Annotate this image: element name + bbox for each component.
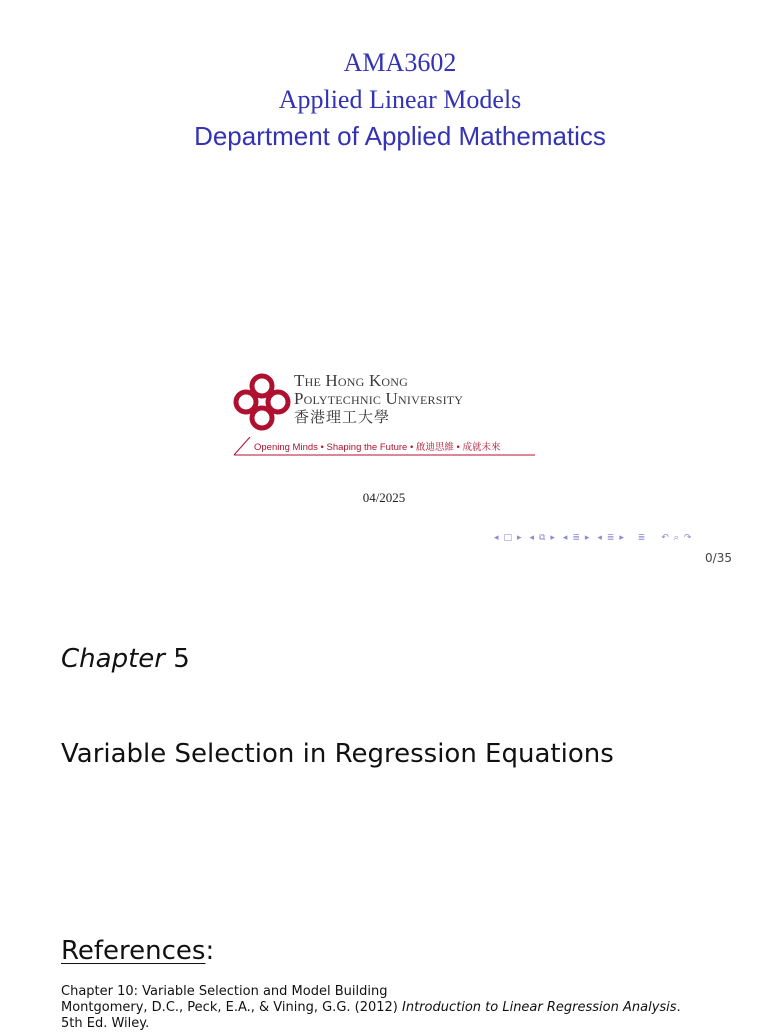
prev-section-icon[interactable]: ◂ — [562, 533, 568, 543]
subsection-icon[interactable]: ⧉ — [538, 533, 546, 543]
reference-list — [61, 984, 681, 1032]
prev-frame-icon[interactable]: ◂ — [494, 533, 499, 543]
university-name-line1: The Hong Kong — [294, 371, 409, 390]
frame-icon[interactable]: □ — [503, 533, 513, 543]
university-name-line2: Polytechnic University — [294, 389, 464, 408]
prev-subsubsection-icon[interactable]: ◂ — [597, 533, 602, 543]
page-number: 0/35 — [705, 551, 732, 565]
department-name: Department of Applied Mathematics — [194, 121, 606, 151]
chapter-slide — [0, 576, 768, 1031]
references-heading-text: References — [61, 936, 206, 966]
reference-authors: Montgomery, D.C., Peck, E.A., & Vining, G.G. (2012) — [61, 1000, 403, 1015]
university-tagline: Opening Minds • Shaping the Future • 啟迪思維 • 成就未來 — [254, 442, 501, 453]
prev-subsection-icon[interactable]: ◂ — [529, 533, 534, 543]
presentation-date: 04/2025 — [362, 490, 406, 505]
next-subsection-icon[interactable]: ▸ — [550, 533, 555, 543]
search-icon[interactable]: ⌕ — [673, 533, 679, 543]
course-code: AMA3602 — [343, 48, 457, 77]
back-icon[interactable]: ↶ — [661, 533, 669, 543]
subsubsection-icon[interactable]: ≣ — [606, 533, 615, 543]
section-icon[interactable]: ≣ — [572, 533, 580, 543]
university-name-chinese: 香港理工大學 — [294, 408, 391, 426]
beamer-navigation-bar — [494, 533, 766, 547]
reference-line-3: 5th Ed. Wiley. — [61, 1016, 150, 1031]
course-name: Applied Linear Models — [278, 85, 522, 114]
align-icon[interactable]: ≣ — [637, 533, 646, 543]
reference-line-2-end: . — [676, 1000, 681, 1015]
chapter-heading — [61, 644, 190, 674]
next-frame-icon[interactable]: ▸ — [517, 533, 522, 543]
next-subsubsection-icon[interactable]: ▸ — [619, 533, 624, 543]
title-block — [0, 44, 768, 155]
reference-line-1: Chapter 10: Variable Selection and Model Building — [61, 984, 388, 999]
references-colon: : — [205, 936, 215, 966]
reference-book-title: Introduction to Linear Regression Analysis — [402, 1000, 677, 1015]
next-section-icon[interactable]: ▸ — [584, 533, 590, 543]
chapter-word: Chapter — [61, 644, 165, 674]
forward-icon[interactable]: ↷ — [683, 533, 692, 543]
university-logo — [232, 372, 537, 458]
chapter-number: 5 — [173, 644, 190, 674]
references-heading — [61, 936, 214, 966]
chapter-subject: Variable Selection in Regression Equations — [61, 739, 614, 769]
reference-line-2 — [61, 1000, 681, 1016]
